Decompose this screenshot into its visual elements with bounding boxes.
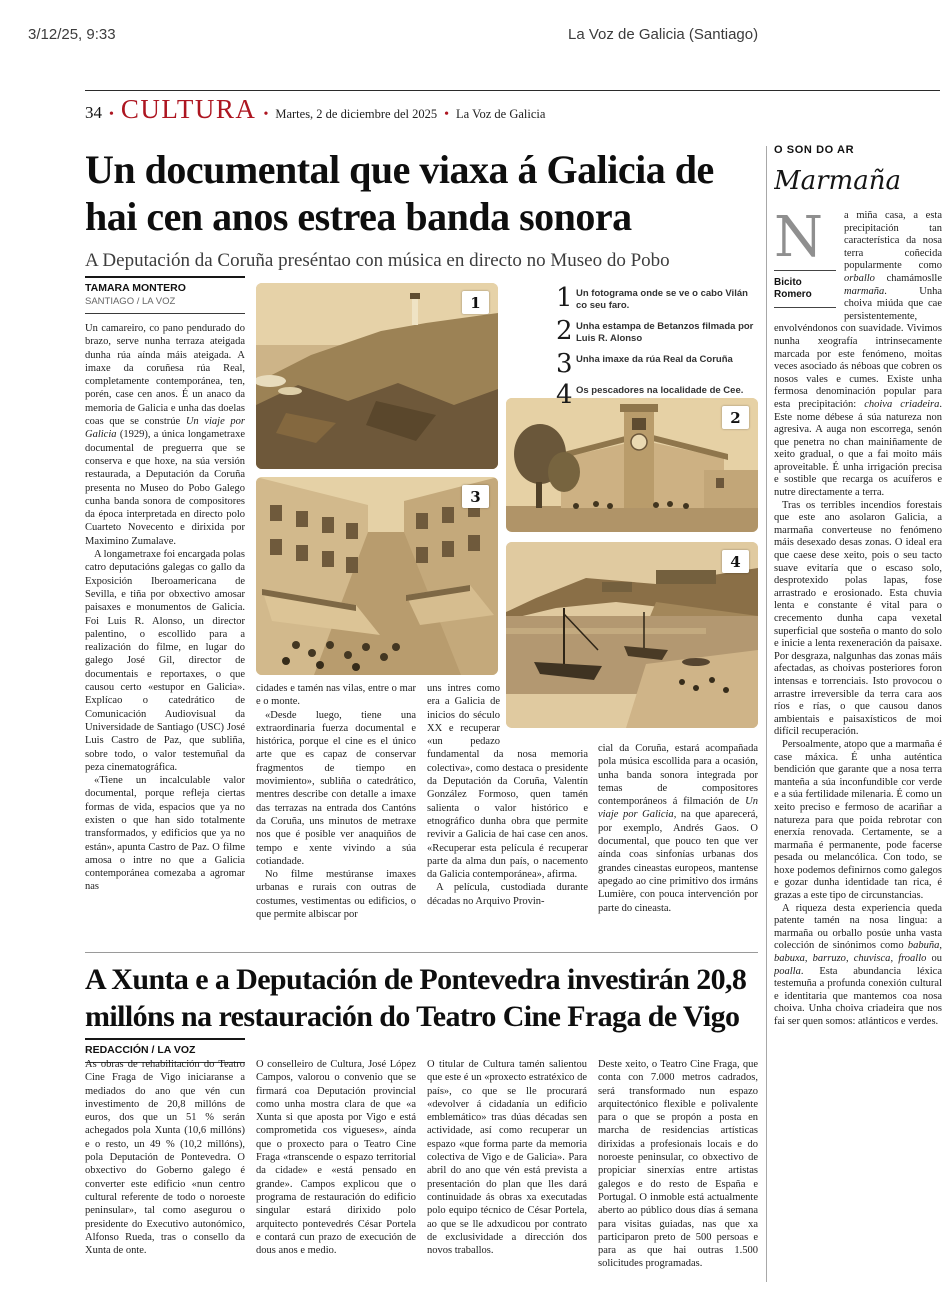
opinion-body: N Bicito Romero a miña casa, a esta precipitación tan característica da nosa terra coñecida popularmente como orballo chamámoslle marmaña. Unha choiva miúda que cae persistentemente, envolvéndonos con suavidade. Vivimos nunha xeografía intrinsecamente marcada por este fenómeno, moitas veces asociado ás néboas que cobren os nosos vales e cumes. Existe unha fermosa denominación popular para esta precipitación: choiva criadeira. Este nome débese á súa natureza non agresiva. A auga non escorrega, senón que penetra no chan mainiñamente de xeito gradual, o que a fai moito máis aproveitable. É unha irrigación precisa e sostible que recarga os acuíferos e nutre directamente a terra. Tras os terribles incendios forestais que este ano asolaron Galicia, a marmaña converteuse no fenómeno máis desexado desas zonas. O ideal era que caese dese xeito, pois o seu tacto suave evitaría que o escaso solo, desprotexido polas lapas, fose arrastrado e erosionado. Esta chuvia lenta e constante é vital para o crecemento dunha capa vexetal superficial que sosteña o manto do solo e inicie a lenta rexeneración da paisaxe. Por desgraza, nalgunhas das zonas máis afectadas, as choivas posteriores foron intensas e torrenciais. Isto provocou o arrastre irreversible da terra cara aos ríos e rías, o que causou danos ambientais e paisaxísticos de moi difícil recuperación. Persoalmente, atopo que a marmaña é case máxica. É unha auténtica bendición que garante que a nosa terra manteña a súa inconfundible cor verde e a súa fertilidade milenaria. É como un xeito preciso e fermoso de acariñar a natureza para que poida rebrotar con enerxía renovada. Certamente, se a marmaña é permanente, pode facerse pesada ou melancólica. Con todo, se hoxe podemos definirnos como galegos e gozar dunha identidade tan rica, é grazas a este tipo de circunstancias. A riqueza desta experiencia queda patente tamén na nosa lingua: a marmaña ou orballo posúe unha vasta colección de sinónimos como babuña, babuxa, barruzo, chuvisca, froallo ou poalla. Esta abundancia léxica testemuña a profunda conexión cultural e identitaria que mantemos coa nosa choiva. Unha choiva criadeira que nos fai ser quen somos: atlánticos e verdes. (774, 205, 942, 1027)
photo-caption-list (556, 283, 760, 414)
opinion-column (774, 144, 942, 1284)
opinion-author-first: Bicito (774, 277, 802, 288)
secondary-article-column-4: Deste xeito, o Teatro Cine Fraga, que conta con 7.000 metros cadrados, será transformado nun espazo arquitectónico flexible e polivalente para o que se propón a posta en marcha de residencias artísticas dirixidas a profesionais locais e do noroeste peninsular, co obxectivo de propiciar sinerxías entre artistas galegos e do resto de España e Portugal. O inmoble está actualmente aberto ao público dous días á semana para visitas guiadas, nas que xa participaron preto de 500 persoas e para as que hai outras 1.500 solicitudes programadas. (598, 1059, 758, 1270)
caption-item (556, 283, 760, 313)
photo-badge-1: 1 (462, 291, 489, 314)
bullet-separator: • (263, 107, 269, 122)
church-tower-illustration (506, 398, 758, 532)
photo-betanzos-church (506, 398, 758, 532)
secondary-article-column-1: As obras de rehabilitación do Teatro Cine Fraga de Vigo iniciaranse a mediados do ano que vén cun investimento de 20,8 millóns de euros, dos que un 51 % serán achegados pola Xunta (10,6 millóns) e o resto, un 49 % (10,2 millóns), pola Deputación de Pontevedra. O obxectivo do Goberno galego é converter este edificio «nun centro cultural referente de todo o noroeste peninsular», tal como asegurou o presidente do Executivo autonómico, Alfonso Rueda, tras o consello da Xunta de onte. (85, 1059, 245, 1257)
main-subhead: A Deputación da Coruña preséntao con música en directo no Museo do Pobo (85, 250, 670, 271)
byline-author: TAMARA MONTERO (85, 282, 186, 294)
byline-place: SANTIAGO / LA VOZ (85, 296, 176, 307)
photo-badge-4: 4 (722, 550, 749, 573)
harbour-boats-illustration (506, 542, 758, 728)
photo-rua-real-street (256, 477, 498, 675)
caption-item (556, 349, 760, 379)
opinion-kicker: O SON DO AR (774, 144, 855, 156)
masthead-rule (85, 90, 940, 91)
photo-badge-3: 3 (462, 485, 489, 508)
byline-author: REDACCIÓN / LA VOZ (85, 1044, 196, 1056)
caption-text: Unha estampa de Betanzos filmada por Luis R. Alonso (576, 321, 754, 344)
opinion-author-block (774, 205, 836, 308)
secondary-article-column-3: O titular de Cultura tamén salientou que este é un «proxecto estratéxico de país», co que se lle procurará «devolver á cidadanía un edificio emblemático» tras dúas décadas sen actividade, así como recuperar un espazo «que forma parte da memoria colectiva de Vigo e de Galicia». Para abril do ano que vén está prevista a presentación do plan que lles dará continuidade ás obras xa executadas polo equipo técnico de César Portela, ao que se lle adxudicou por contrato de exclusividade a dirección dos novos traballos. (427, 1059, 587, 1257)
newspaper-name: La Voz de Galicia (456, 107, 546, 121)
edition-date: Martes, 2 de diciembre del 2025 (275, 107, 438, 121)
page-number: 34 (85, 103, 102, 122)
column-divider-rule (766, 146, 767, 1282)
caption-text: Os pescadores na localidade de Cee. (576, 385, 744, 396)
viewer-timestamp: 3/12/25, 9:33 (28, 26, 116, 43)
opinion-author-last: Romero (774, 289, 812, 300)
opinion-title: Marmaña (774, 166, 901, 196)
photo-cee-fishermen-harbour (506, 542, 758, 728)
section-name: CULTURA (120, 94, 257, 124)
main-article-column-4: cial da Coruña, estará acompañada pola música escollida para a ocasión, unha banda sonora integrada por temas de compositores contemporáneos á filmación de Un viaje por Galicia, na que aparecerá, por exemplo, Andrés Gaos. O documental, que pouco ten que ver aínda coas sinfonías urbanas dos grandes cineastas europeos, mantense apegado ao cine primitivo dos irmáns Lumière, con pouca intervención por parte do cineasta. (598, 743, 758, 914)
caption-item (556, 316, 760, 346)
caption-item (556, 380, 760, 410)
bullet-separator: • (444, 107, 450, 122)
photo-badge-2: 2 (722, 406, 749, 429)
caption-text: Unha imaxe da rúa Real da Coruña (576, 354, 733, 365)
photo-cabo-vilan-lighthouse (256, 283, 498, 469)
caption-number: 1 (556, 283, 573, 313)
bullet-separator: • (109, 107, 114, 122)
caption-number: 3 (556, 349, 573, 379)
caption-number: 2 (556, 316, 573, 346)
main-article-column-3: uns intres como era a Galicia de inicios do século XX e recuperar «un pedazo fundamental da nosa memoria colectiva», como destaca o presidente da Deputación da Coruña, Valentín González Formoso, quen tamén salienta o valor histórico e etnográfico dunha obra que permite revivir a Galicia de hai case cen anos. «Recuperar esta película é recuperar parte da alma dun país, o nacemento da Galicia contemporánea», afirma. A película, custodiada durante décadas no Arquivo Provin- (427, 683, 588, 907)
main-article-column-1: Un camareiro, co pano pendurado do brazo, serve nunha terraza ateigada dunha rúa aínda máis ateigada. A imaxe da coruñesa rúa Real, completamente contemporánea, ten, porén, case cen anos. É un anaco da memoria de Galicia e unha das doelas coas que se constrúe Un viaje por Galicia (1929), a única longametraxe documental de preguerra que se conserva e que hoxe, na súa versión restaurada, a Deputación da Coruña presenta no Museo do Pobo Galego cunha banda sonora de compositores da época interpretada en directo polo Cuarteto Novecento e dirixida por Maximino Zumalave. A longametraxe foi encargada polas catro deputacións galegas co gallo da Exposición Iberoamericana de Sevilla, e tiña por obxectivo amosar paisaxes e monumentos de Galicia. Foi Luis R. Alonso, un director palentino, o escollido para a realización do filme, en lugar do galego José Gil, director de documentais e reportaxes, o que causou certo «estupor en Galicia». Explícao o catedrático de Comunicación Audiovisual da Universidade de Santiago (USC) José Luis Castro de Paz, que subliña, sobre todo, o valor testemuñal da peza cinematográfica. «Tiene un incalculable valor documental, porque refleja ciertas formas de vida, espacios que ya no existen o que han sido totalmente transformados, y edificios que ya no están», apunta Castro de Paz. O filme amosa o intre no que a Galicia contemporánea comezaba a agromar nas (85, 323, 245, 893)
secondary-headline: A Xunta e a Deputación de Pontevedra investirán 20,8 millóns na restauración do Teatro Cine Fraga de Vigo (85, 963, 747, 1033)
main-article-column-2: cidades e tamén nas vilas, entre o mar e o monte. «Desde luego, tiene una extraordinaria fuerza documental e histórica, porque el cine es el único arte que es capaz de conservar fragmentos de tiempo en movimiento», subliña o catedrático, mentres describe con detalle a imaxe das terrazas na entrada dos Cantóns da Coruña, uns minutos de metraxe nos que é posible ver anaquiños de tempo e xente vivindo a súa cotiandade. No filme mestúranse imaxes urbanas e rurais con outras de costumes, vestimentas ou edificios, o que permite albiscar por (256, 683, 416, 921)
caption-number: 4 (556, 380, 573, 410)
secondary-article-column-2: O conselleiro de Cultura, José López Campos, valorou o convenio que se firmará coa Deputación provincial como unha mostra clara de que «a Xunta si que aposta por Vigo e está comprometida cos vigueses», aínda que o proxecto para o Teatro Cine Fraga «transcende o espazo territorial da cidade» e «está pensado en grande». Campos explicou que o programa de restauración do edificio singular estará dirixido polo arquitecto pontevedrés César Portela e contará cun prazo de execución de dous anos e medio. (256, 1059, 416, 1257)
viewer-document-title: La Voz de Galicia (Santiago) (568, 26, 759, 43)
masthead (85, 96, 940, 123)
drop-cap: N (774, 212, 836, 271)
caption-text: Un fotograma onde se ve o cabo Vilán co seu faro. (576, 288, 748, 311)
main-byline (85, 276, 245, 314)
article-divider-rule (85, 952, 758, 953)
main-headline: Un documental que viaxa á Galicia de hai cen anos estrea banda sonora (85, 147, 714, 239)
